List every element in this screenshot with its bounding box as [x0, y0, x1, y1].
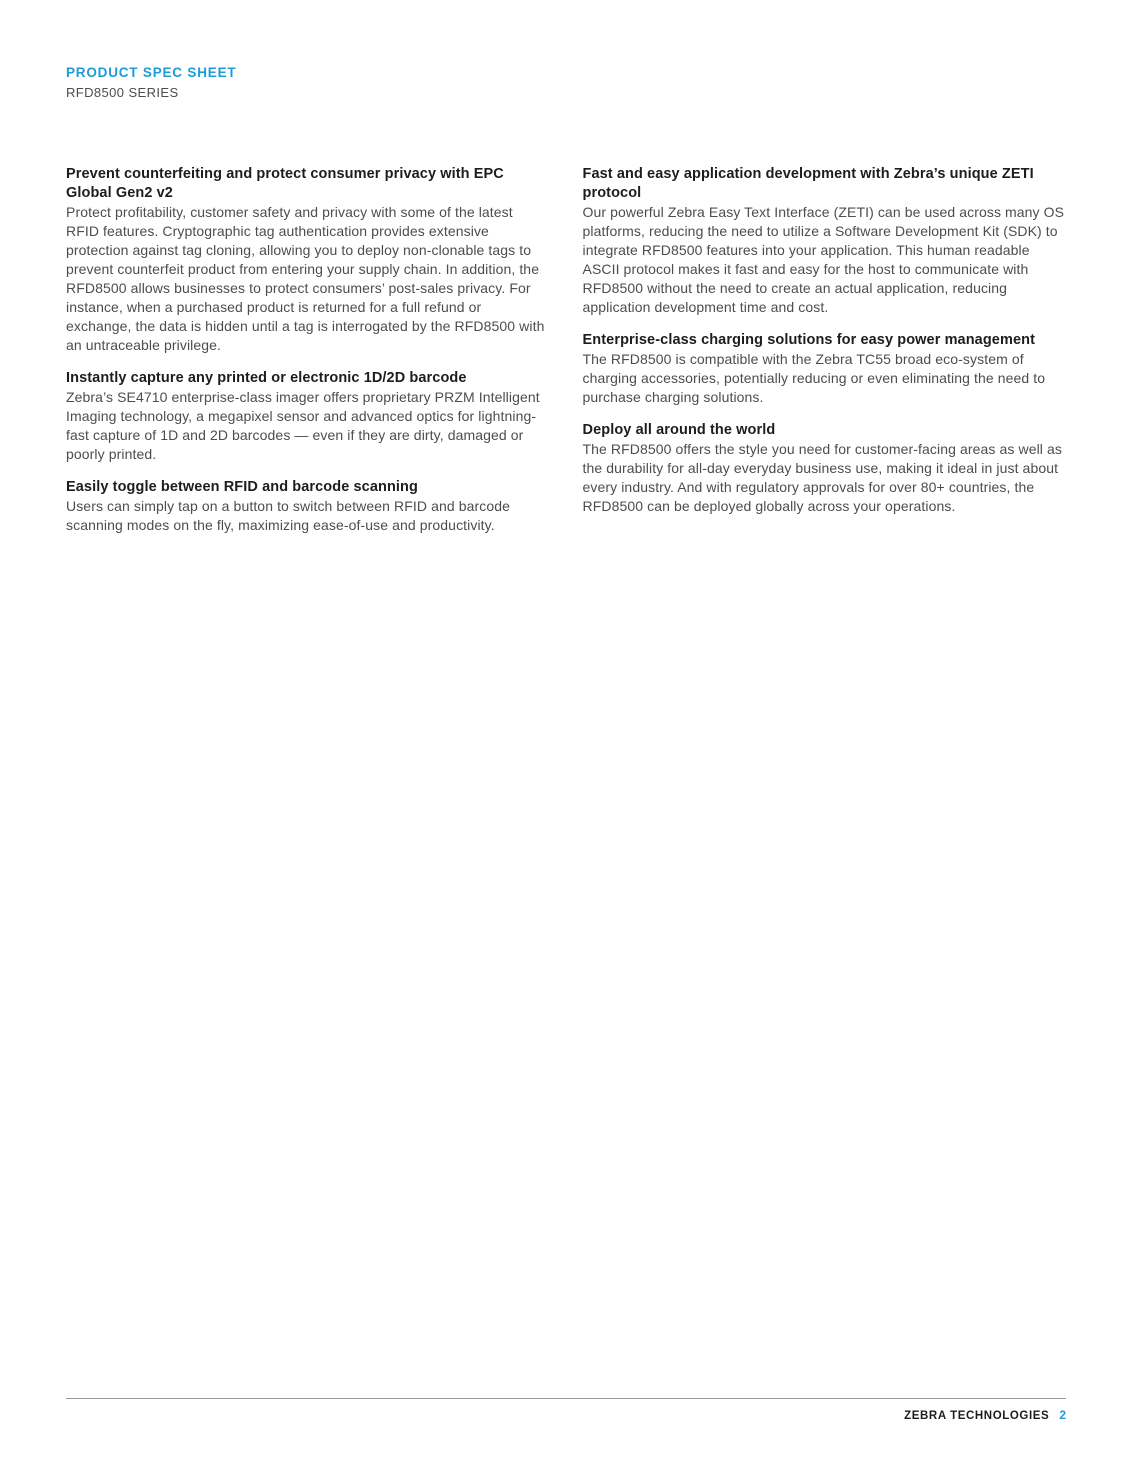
section-body: Our powerful Zebra Easy Text Interface (ZETI) can be used across many OS platforms, reducing the need to utilize a Software Development Kit (SDK) to integrate RFD8500 features into your application. This human readable ASCII protocol makes it fast and easy for the host to communicate with RFD8500 without the need to create an actual application, reducing application development time and cost.	[582, 204, 1065, 315]
product-series-label: RFD8500 SERIES	[66, 85, 179, 100]
right-column	[583, 165, 1067, 549]
section-heading: Enterprise-class charging solutions for easy power management	[582, 332, 1036, 348]
footer-page-number: 2	[1059, 1408, 1066, 1422]
section-body: The RFD8500 offers the style you need for customer-facing areas as well as the durability for all-day everyday business use, making it ideal in just about every industry. And with regulatory approvals for over 80+ countries, the RFD8500 can be deployed globally across your operations.	[582, 441, 1062, 514]
page-footer	[66, 1398, 1066, 1424]
section-counterfeiting	[66, 165, 550, 355]
section-deploy-worldwide	[583, 421, 1067, 516]
section-body: Zebra’s SE4710 enterprise-class imager offers proprietary PRZM Intelligent Imaging technology, a megapixel sensor and advanced optics for lightning-fast capture of 1D and 2D barcodes — even if they are dirty, damaged or poorly printed.	[66, 389, 540, 462]
section-heading: Prevent counterfeiting and protect consumer privacy with EPC Global Gen2 v2	[66, 166, 504, 201]
section-barcode-capture	[66, 369, 550, 464]
section-body: The RFD8500 is compatible with the Zebra TC55 broad eco-system of charging accessories, potentially reducing or even eliminating the need to purchase charging solutions.	[582, 351, 1046, 405]
content-columns	[66, 165, 1066, 549]
section-zeti-protocol	[583, 165, 1067, 317]
section-heading: Easily toggle between RFID and barcode scanning	[66, 479, 418, 495]
section-body: Protect profitability, customer safety and privacy with some of the latest RFID features. Cryptographic tag authentication provides extensive protection against tag cloning, allowing you to deploy non-clonable tags to prevent counterfeit product from entering your supply chain. In addition, the RFD8500 allows businesses to protect consumers’ post-sales privacy. For instance, when a purchased product is returned for a full refund or exchange, the data is hidden until a tag is interrogated by the RFD8500 with an untraceable privilege.	[66, 204, 545, 353]
footer-company: ZEBRA TECHNOLOGIES	[904, 1410, 1050, 1422]
left-column	[66, 165, 550, 549]
page-header	[66, 64, 1066, 101]
section-heading: Fast and easy application development with Zebra’s unique ZETI protocol	[582, 166, 1034, 201]
doc-type-label: PRODUCT SPEC SHEET	[66, 65, 237, 80]
section-body: Users can simply tap on a button to switch between RFID and barcode scanning modes on the fly, maximizing ease-of-use and productivity.	[66, 498, 511, 533]
section-heading: Instantly capture any printed or electronic 1D/2D barcode	[66, 370, 467, 386]
section-charging-solutions	[583, 331, 1067, 407]
section-toggle-scanning	[66, 478, 550, 535]
section-heading: Deploy all around the world	[582, 422, 776, 438]
